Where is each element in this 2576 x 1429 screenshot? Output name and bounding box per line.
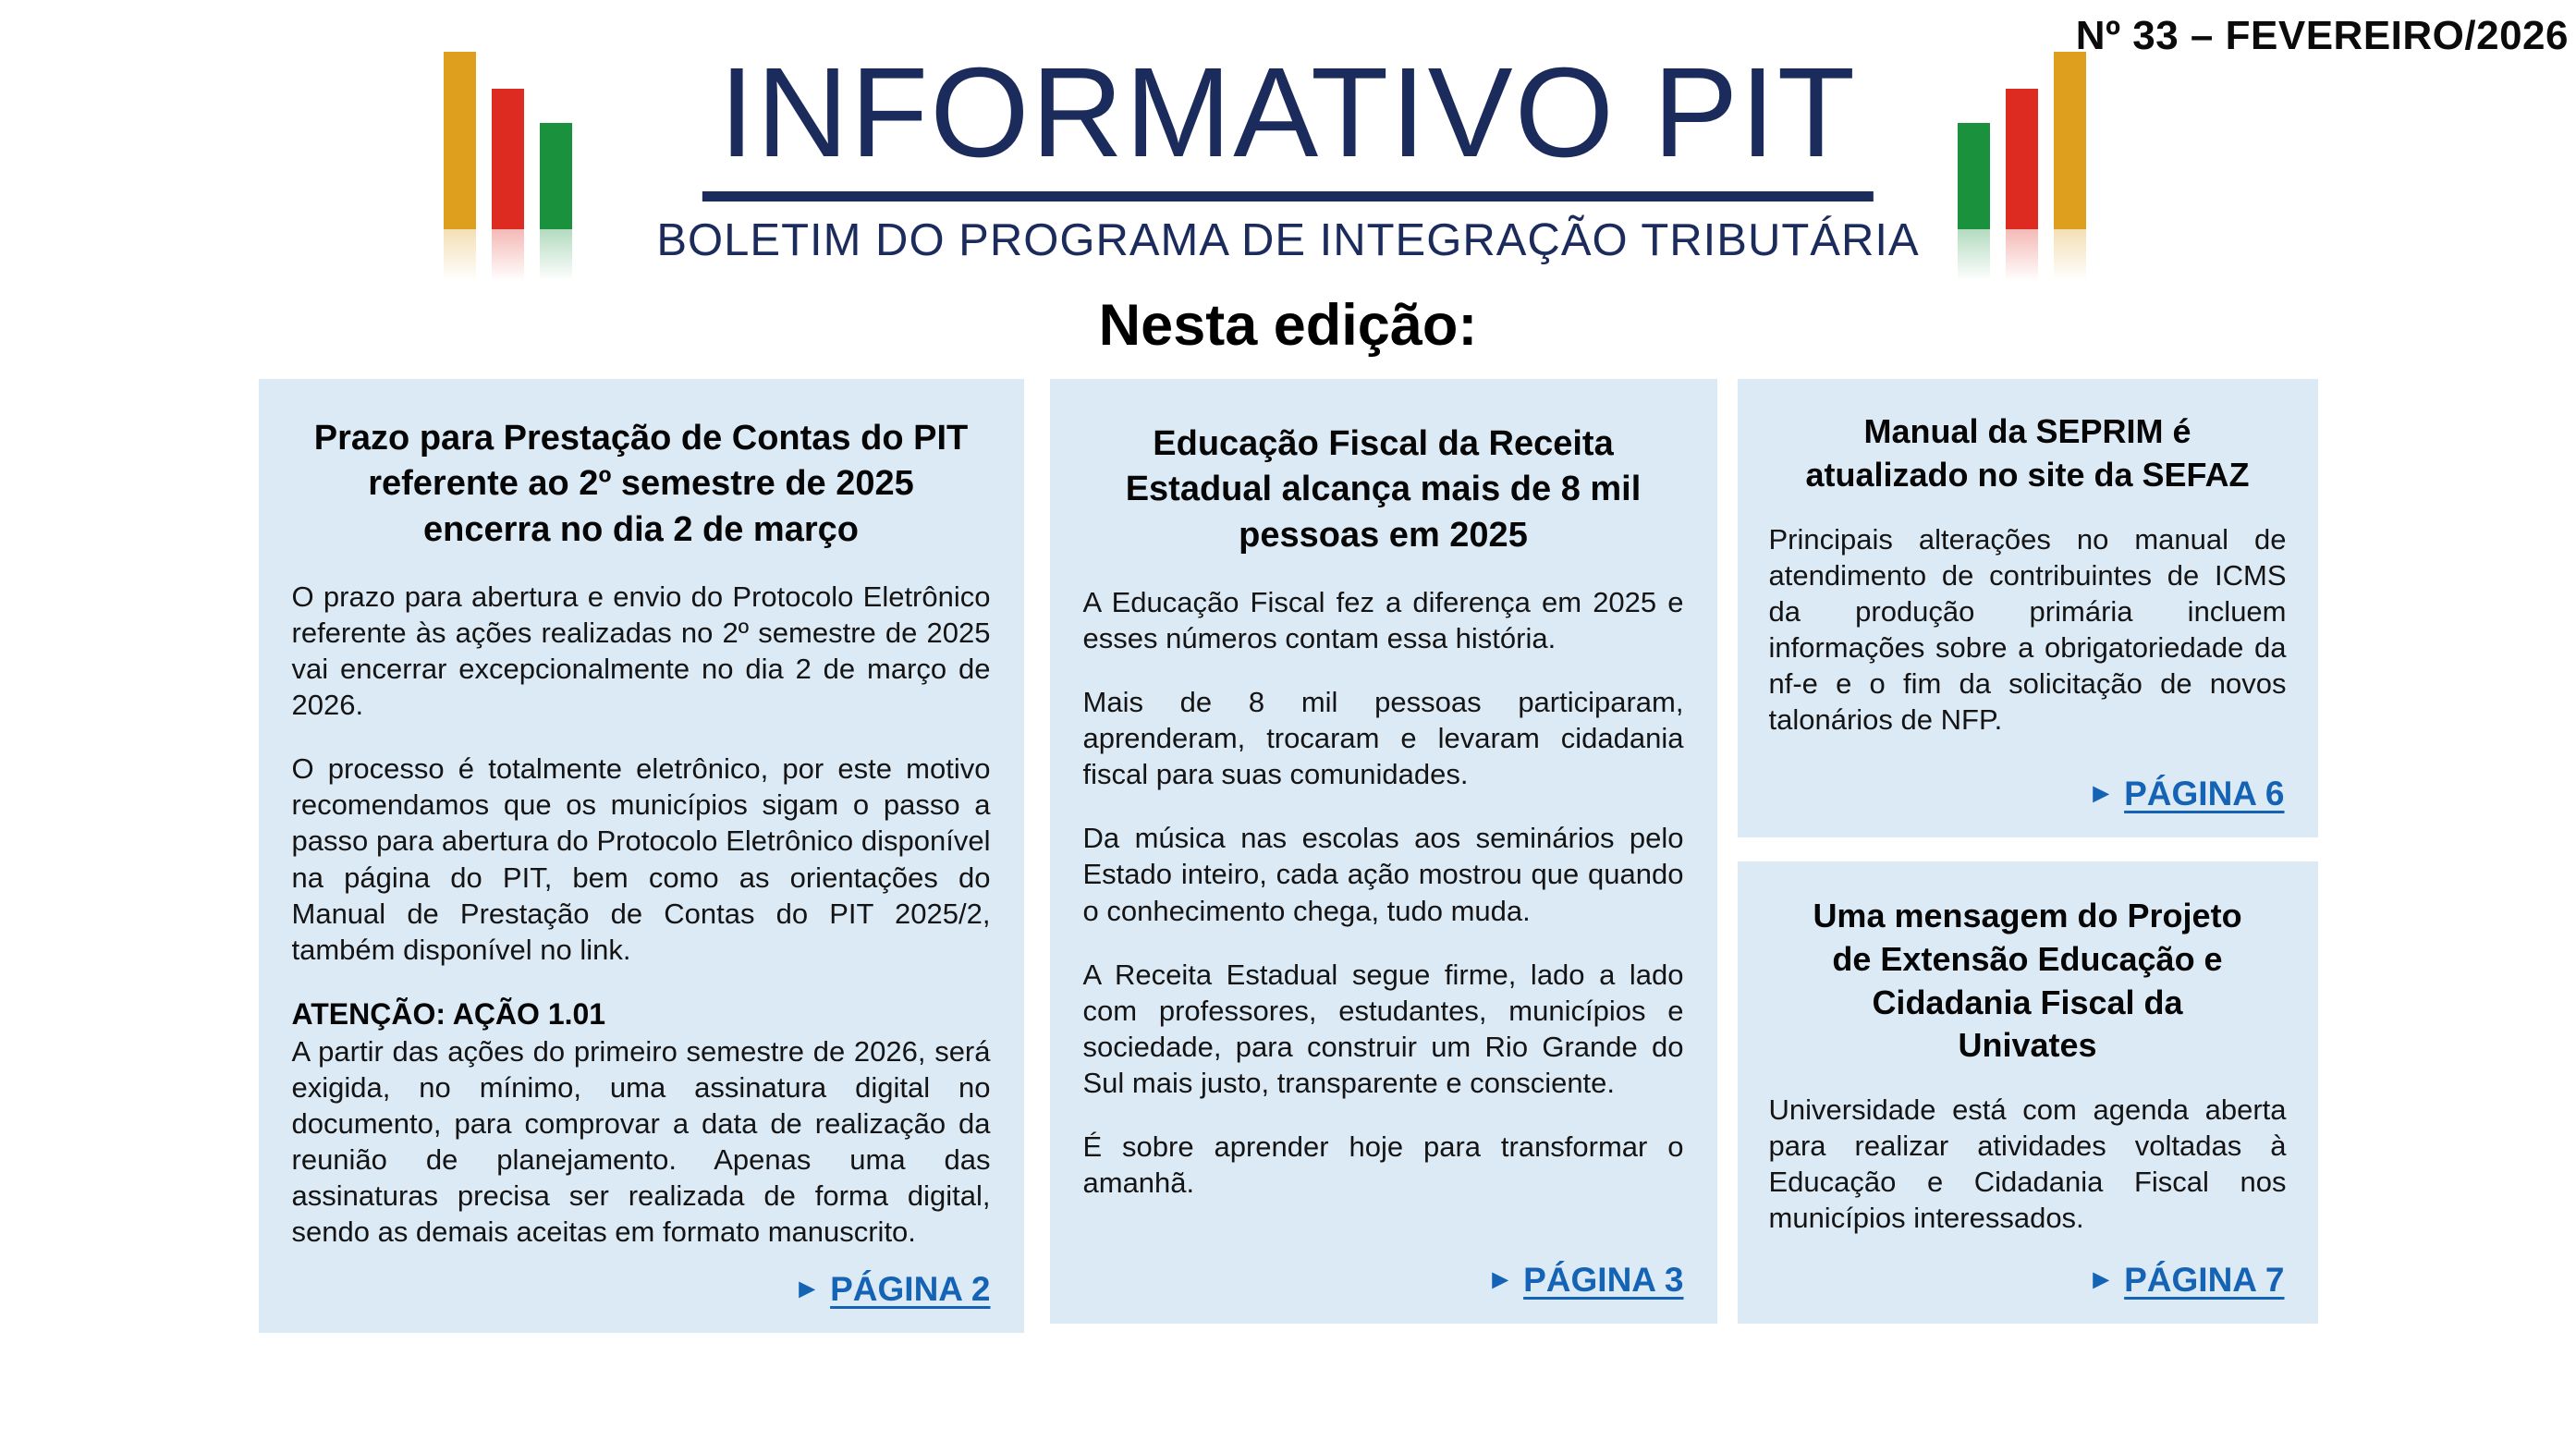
page-link-label: PÁGINA 2 — [830, 1270, 991, 1308]
article-paragraph: A Educação Fiscal fez a diferença em 2025 e esses números contam essa história. — [1082, 586, 1684, 655]
play-arrow-icon: ► — [2087, 1264, 2116, 1295]
masthead-header — [0, 0, 2576, 292]
page-link-pagina-3[interactable] — [1486, 1261, 1683, 1300]
article-title-line: atualizado no site da SEFAZ — [1805, 455, 2250, 494]
newsletter-subtitle: BOLETIM DO PROGRAMA DE INTEGRAÇÃO TRIBUTÁRIA — [656, 214, 1920, 265]
article-title-line: de Extensão Educação e — [1832, 939, 2223, 978]
articles-row — [259, 379, 2318, 1333]
article-title — [1769, 895, 2287, 1068]
section-title: Nesta edição: — [1098, 293, 1478, 358]
play-arrow-icon: ► — [793, 1274, 822, 1304]
article-paragraph: Mais de 8 mil pessoas participaram, aprenderam, trocaram e levaram cidadania fiscal para suas comunidades. — [1082, 686, 1684, 791]
gold-bar — [444, 52, 476, 229]
article-paragraph: Da música nas escolas aos seminários pelo Estado inteiro, cada ação mostrou que quando o conhecimento chega, tudo muda. — [1082, 822, 1684, 927]
green-bar — [1958, 123, 1990, 229]
page-link-pagina-2[interactable] — [793, 1270, 990, 1309]
article-card-prestacao-contas — [259, 379, 1024, 1333]
article-title-line: Univates — [1958, 1026, 2097, 1065]
gold-bar — [2054, 52, 2086, 229]
article-paragraph: Universidade está com agenda aberta para realizar atividades voltadas à Educação e Cidadania Fiscal nos municípios interessados. — [1768, 1093, 2287, 1235]
article-paragraph: O prazo para abertura e envio do Protocolo Eletrônico referente às ações realizadas no 2º semestre de 2025 vai encerrar excepcionalmente no dia 2 de março de 2026. — [291, 580, 991, 722]
article-title-line: Uma mensagem do Projeto — [1813, 897, 2242, 934]
article-title-line: Manual da SEPRIM é — [1863, 412, 2191, 450]
attention-paragraph: A partir das ações do primeiro semestre de 2026, será exigida, no mínimo, uma assinatura digital no documento, para comprovar a data de realização da reunião de planejamento. Apenas uma das assinaturas precisa ser realizada de forma digital, sendo as demais aceitas em formato manuscrito. — [291, 1035, 991, 1249]
article-paragraph: Principais alterações no manual de atendimento de contribuintes de ICMS da produção primária incluem informações sobre a obrigatoriedade da nf-e e o fim da solicitação de novos talonários de NFP. — [1768, 522, 2287, 736]
article-card-educacao-fiscal — [1050, 379, 1717, 1324]
article-paragraph: O processo é totalmente eletrônico, por este motivo recomendamos que os municípios sigam o passo a passo para abertura do Protocolo Eletrônico disponível na página do PIT, bem como as orientações do Manual de Prestação de Contas do PIT 2025/2, também disponível no link. — [291, 752, 991, 966]
page-link-label: PÁGINA 6 — [2124, 775, 2285, 812]
article-title-line: Prazo para Prestação de Contas do PIT — [313, 419, 969, 458]
page-link-label: PÁGINA 7 — [2124, 1261, 2285, 1299]
page-link-label: PÁGINA 3 — [1523, 1261, 1684, 1299]
play-arrow-icon: ► — [2087, 778, 2116, 809]
article-card-manual-seprim — [1738, 379, 2318, 837]
article-title-line: Cidadania Fiscal da — [1872, 983, 2183, 1021]
article-title — [1769, 410, 2287, 497]
article-title-line: referente ao 2º semestre de 2025 — [368, 464, 914, 504]
article-paragraph: A Receita Estadual segue firme, lado a lado com professores, estudantes, municípios e sociedade, para construir um Rio Grande do Sul mais justo, transparente e consciente. — [1082, 958, 1684, 1099]
red-bar — [492, 89, 524, 229]
bar-chart-logo-left-icon — [444, 52, 572, 229]
article-title-line: Educação Fiscal da Receita — [1153, 424, 1614, 463]
articles-column-right — [1738, 379, 2318, 1324]
green-bar — [540, 123, 572, 229]
bar-chart-logo-right-icon — [1958, 52, 2086, 229]
article-title-line: pessoas em 2025 — [1239, 515, 1528, 555]
article-title-line: encerra no dia 2 de março — [423, 509, 859, 549]
article-title — [292, 416, 991, 553]
attention-title: ATENÇÃO: AÇÃO 1.01 — [291, 996, 606, 1031]
article-paragraph: É sobre aprender hoje para transformar o amanhã. — [1082, 1130, 1684, 1199]
play-arrow-icon: ► — [1486, 1264, 1515, 1295]
page-link-pagina-6[interactable] — [2087, 775, 2284, 813]
issue-number: Nº 33 – FEVEREIRO/2026 — [2075, 13, 2569, 58]
red-bar — [2006, 89, 2038, 229]
article-title — [1083, 421, 1684, 558]
newsletter-title: INFORMATIVO PIT — [702, 48, 1874, 202]
page-link-pagina-7[interactable] — [2087, 1261, 2284, 1300]
article-title-line: Estadual alcança mais de 8 mil — [1125, 470, 1642, 509]
masthead — [656, 42, 1920, 266]
article-card-univates — [1738, 861, 2318, 1324]
